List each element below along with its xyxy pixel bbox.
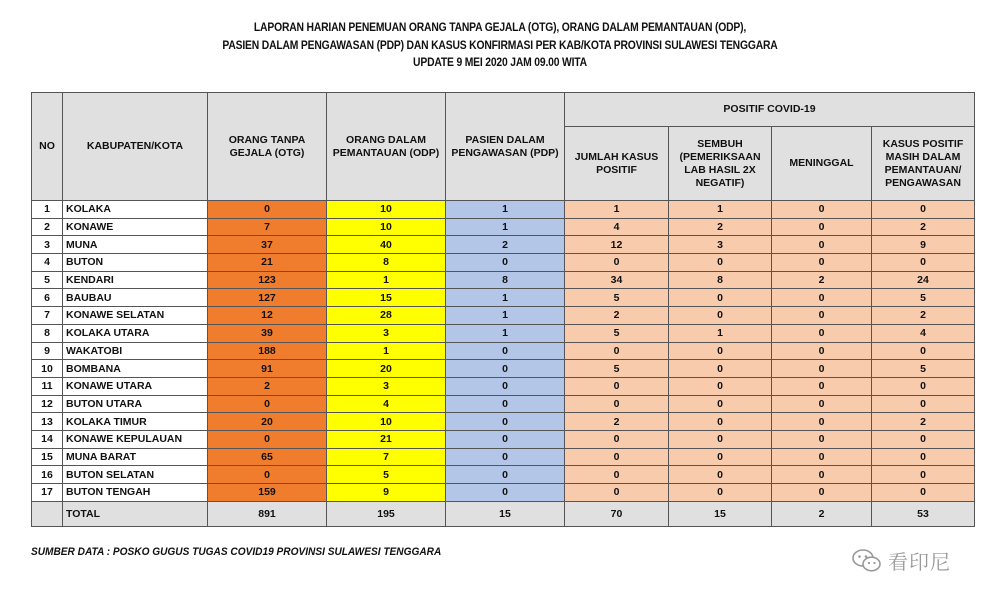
cell-otg: 0: [208, 395, 327, 413]
cell-no: 8: [32, 324, 63, 342]
cell-otg: 37: [208, 236, 327, 254]
cell-meninggal: 0: [772, 307, 872, 325]
header-meninggal: MENINGGAL: [772, 127, 872, 201]
cell-no: 14: [32, 430, 63, 448]
total-row: [32, 501, 975, 526]
cell-sembuh: 0: [669, 448, 772, 466]
cell-sembuh: 0: [669, 342, 772, 360]
cell-meninggal: 0: [772, 218, 872, 236]
cell-otg: 7: [208, 218, 327, 236]
cell-meninggal: 0: [772, 466, 872, 484]
cell-sembuh: 0: [669, 430, 772, 448]
table-row: [32, 289, 975, 307]
cell-masih-dipantau: 2: [872, 307, 975, 325]
cell-pdp: 1: [446, 201, 565, 219]
cell-sembuh: 0: [669, 254, 772, 272]
cell-pdp: 0: [446, 466, 565, 484]
cell-pdp: 0: [446, 448, 565, 466]
cell-masih-dipantau: 0: [872, 448, 975, 466]
cell-no: 1: [32, 201, 63, 219]
header-positif-group: POSITIF COVID-19: [565, 93, 975, 127]
total-pdp: 15: [446, 501, 565, 526]
cell-jumlah-positif: 1: [565, 201, 669, 219]
table-row: [32, 484, 975, 502]
cell-kabupaten: BOMBANA: [63, 360, 208, 378]
cell-odp: 21: [327, 430, 446, 448]
table-row: [32, 201, 975, 219]
cell-masih-dipantau: 9: [872, 236, 975, 254]
cell-sembuh: 2: [669, 218, 772, 236]
cell-pdp: 1: [446, 289, 565, 307]
cell-otg: 91: [208, 360, 327, 378]
cell-no: 10: [32, 360, 63, 378]
cell-meninggal: 2: [772, 271, 872, 289]
cell-meninggal: 0: [772, 484, 872, 502]
cell-masih-dipantau: 2: [872, 218, 975, 236]
cell-sembuh: 8: [669, 271, 772, 289]
cell-odp: 40: [327, 236, 446, 254]
table-row: [32, 254, 975, 272]
cell-jumlah-positif: 0: [565, 395, 669, 413]
data-source-note: SUMBER DATA : POSKO GUGUS TUGAS COVID19 PROVINSI SULAWESI TENGGARA: [31, 546, 442, 558]
cell-otg: 0: [208, 430, 327, 448]
cell-kabupaten: KENDARI: [63, 271, 208, 289]
cell-no: 11: [32, 377, 63, 395]
header-masih: KASUS POSITIF MASIH DALAM PEMANTAUAN/ PENGAWASAN: [872, 127, 975, 201]
total-odp: 195: [327, 501, 446, 526]
cell-jumlah-positif: 0: [565, 254, 669, 272]
header-odp: ORANG DALAM PEMANTAUAN (ODP): [327, 93, 446, 201]
cell-odp: 10: [327, 218, 446, 236]
cell-no: 7: [32, 307, 63, 325]
table-row: [32, 377, 975, 395]
cell-sembuh: 0: [669, 289, 772, 307]
cell-pdp: 0: [446, 360, 565, 378]
cell-no: 16: [32, 466, 63, 484]
cell-kabupaten: KONAWE KEPULAUAN: [63, 430, 208, 448]
cell-meninggal: 0: [772, 448, 872, 466]
cell-meninggal: 0: [772, 236, 872, 254]
cell-kabupaten: KOLAKA: [63, 201, 208, 219]
report-update-line: UPDATE 9 MEI 2020 JAM 09.00 WITA: [413, 57, 587, 69]
cell-masih-dipantau: 0: [872, 201, 975, 219]
cell-otg: 65: [208, 448, 327, 466]
cell-pdp: 8: [446, 271, 565, 289]
cell-kabupaten: WAKATOBI: [63, 342, 208, 360]
header-otg: ORANG TANPA GEJALA (OTG): [208, 93, 327, 201]
cell-kabupaten: KOLAKA TIMUR: [63, 413, 208, 431]
cell-kabupaten: BAUBAU: [63, 289, 208, 307]
table-body: [32, 201, 975, 527]
cell-masih-dipantau: 0: [872, 430, 975, 448]
total-otg: 891: [208, 501, 327, 526]
table-row: [32, 413, 975, 431]
cell-pdp: 0: [446, 430, 565, 448]
cell-masih-dipantau: 0: [872, 466, 975, 484]
cell-meninggal: 0: [772, 360, 872, 378]
table-row: [32, 395, 975, 413]
cell-pdp: 1: [446, 218, 565, 236]
table-row: [32, 360, 975, 378]
cell-jumlah-positif: 0: [565, 430, 669, 448]
cell-meninggal: 0: [772, 324, 872, 342]
cell-jumlah-positif: 34: [565, 271, 669, 289]
total-label: TOTAL: [63, 501, 208, 526]
cell-otg: 159: [208, 484, 327, 502]
cell-odp: 15: [327, 289, 446, 307]
cell-otg: 12: [208, 307, 327, 325]
total-no-cell: [32, 501, 63, 526]
cell-sembuh: 0: [669, 307, 772, 325]
cell-meninggal: 0: [772, 377, 872, 395]
cell-sembuh: 0: [669, 466, 772, 484]
cell-no: 4: [32, 254, 63, 272]
table-row: [32, 466, 975, 484]
cell-odp: 9: [327, 484, 446, 502]
total-meninggal: 2: [772, 501, 872, 526]
cell-meninggal: 0: [772, 254, 872, 272]
cell-pdp: 0: [446, 484, 565, 502]
watermark-text: 看印尼: [888, 550, 951, 574]
cell-jumlah-positif: 2: [565, 413, 669, 431]
cell-masih-dipantau: 0: [872, 377, 975, 395]
cell-jumlah-positif: 5: [565, 324, 669, 342]
cell-masih-dipantau: 0: [872, 254, 975, 272]
cell-kabupaten: BUTON SELATAN: [63, 466, 208, 484]
cell-odp: 3: [327, 377, 446, 395]
cell-masih-dipantau: 0: [872, 484, 975, 502]
cell-masih-dipantau: 4: [872, 324, 975, 342]
wechat-icon: [852, 548, 882, 574]
cell-pdp: 0: [446, 395, 565, 413]
total-sembuh: 15: [669, 501, 772, 526]
cell-meninggal: 0: [772, 342, 872, 360]
report-title: [50, 20, 950, 73]
cell-odp: 8: [327, 254, 446, 272]
cell-meninggal: 0: [772, 395, 872, 413]
cell-sembuh: 0: [669, 377, 772, 395]
report-title-line-2: PASIEN DALAM PENGAWASAN (PDP) DAN KASUS KONFIRMASI PER KAB/KOTA PROVINSI SULAWESI TENGGARA: [222, 39, 778, 52]
header-no: NO: [32, 93, 63, 201]
cell-no: 13: [32, 413, 63, 431]
cell-sembuh: 0: [669, 413, 772, 431]
cell-masih-dipantau: 0: [872, 342, 975, 360]
cell-kabupaten: BUTON UTARA: [63, 395, 208, 413]
report-title-line-1: LAPORAN HARIAN PENEMUAN ORANG TANPA GEJALA (OTG), ORANG DALAM PEMANTAUAN (ODP),: [253, 22, 747, 34]
cell-otg: 0: [208, 201, 327, 219]
table-row: [32, 448, 975, 466]
table-row: [32, 307, 975, 325]
cell-no: 6: [32, 289, 63, 307]
covid-data-table: [31, 92, 975, 527]
cell-no: 2: [32, 218, 63, 236]
cell-sembuh: 1: [669, 201, 772, 219]
cell-jumlah-positif: 0: [565, 466, 669, 484]
cell-odp: 4: [327, 395, 446, 413]
cell-meninggal: 0: [772, 430, 872, 448]
cell-jumlah-positif: 0: [565, 448, 669, 466]
cell-kabupaten: MUNA BARAT: [63, 448, 208, 466]
table-row: [32, 430, 975, 448]
header-kabupaten: KABUPATEN/KOTA: [63, 93, 208, 201]
cell-jumlah-positif: 0: [565, 342, 669, 360]
cell-sembuh: 0: [669, 395, 772, 413]
cell-jumlah-positif: 5: [565, 289, 669, 307]
cell-odp: 10: [327, 413, 446, 431]
cell-pdp: 1: [446, 324, 565, 342]
cell-pdp: 0: [446, 342, 565, 360]
cell-otg: 123: [208, 271, 327, 289]
cell-odp: 20: [327, 360, 446, 378]
cell-jumlah-positif: 12: [565, 236, 669, 254]
cell-jumlah-positif: 4: [565, 218, 669, 236]
cell-kabupaten: MUNA: [63, 236, 208, 254]
cell-otg: 0: [208, 466, 327, 484]
cell-masih-dipantau: 5: [872, 289, 975, 307]
cell-jumlah-positif: 5: [565, 360, 669, 378]
cell-odp: 10: [327, 201, 446, 219]
cell-jumlah-positif: 0: [565, 377, 669, 395]
table-row: [32, 236, 975, 254]
cell-no: 3: [32, 236, 63, 254]
cell-otg: 39: [208, 324, 327, 342]
cell-odp: 7: [327, 448, 446, 466]
header-jumlah: JUMLAH KASUS POSITIF: [565, 127, 669, 201]
table-row: [32, 342, 975, 360]
cell-pdp: 2: [446, 236, 565, 254]
cell-otg: 20: [208, 413, 327, 431]
cell-jumlah-positif: 0: [565, 484, 669, 502]
cell-sembuh: 1: [669, 324, 772, 342]
cell-kabupaten: KONAWE: [63, 218, 208, 236]
cell-no: 5: [32, 271, 63, 289]
total-jumlah-positif: 70: [565, 501, 669, 526]
cell-kabupaten: KOLAKA UTARA: [63, 324, 208, 342]
cell-meninggal: 0: [772, 201, 872, 219]
cell-kabupaten: KONAWE SELATAN: [63, 307, 208, 325]
cell-odp: 5: [327, 466, 446, 484]
cell-otg: 127: [208, 289, 327, 307]
cell-odp: 1: [327, 271, 446, 289]
header-pdp: PASIEN DALAM PENGAWASAN (PDP): [446, 93, 565, 201]
cell-otg: 2: [208, 377, 327, 395]
cell-pdp: 0: [446, 254, 565, 272]
cell-kabupaten: KONAWE UTARA: [63, 377, 208, 395]
cell-jumlah-positif: 2: [565, 307, 669, 325]
table-row: [32, 218, 975, 236]
cell-no: 17: [32, 484, 63, 502]
cell-otg: 21: [208, 254, 327, 272]
table-row: [32, 271, 975, 289]
total-masih-dipantau: 53: [872, 501, 975, 526]
cell-odp: 3: [327, 324, 446, 342]
cell-odp: 1: [327, 342, 446, 360]
cell-masih-dipantau: 0: [872, 395, 975, 413]
cell-otg: 188: [208, 342, 327, 360]
cell-masih-dipantau: 5: [872, 360, 975, 378]
cell-pdp: 0: [446, 413, 565, 431]
cell-odp: 28: [327, 307, 446, 325]
table-row: [32, 324, 975, 342]
cell-sembuh: 3: [669, 236, 772, 254]
cell-meninggal: 0: [772, 413, 872, 431]
cell-no: 15: [32, 448, 63, 466]
cell-masih-dipantau: 24: [872, 271, 975, 289]
cell-sembuh: 0: [669, 484, 772, 502]
cell-meninggal: 0: [772, 289, 872, 307]
cell-sembuh: 0: [669, 360, 772, 378]
watermark: [852, 546, 951, 575]
cell-no: 9: [32, 342, 63, 360]
cell-kabupaten: BUTON TENGAH: [63, 484, 208, 502]
cell-pdp: 1: [446, 307, 565, 325]
cell-no: 12: [32, 395, 63, 413]
cell-pdp: 0: [446, 377, 565, 395]
cell-masih-dipantau: 2: [872, 413, 975, 431]
header-sembuh: SEMBUH (PEMERIKSAAN LAB HASIL 2X NEGATIF): [669, 127, 772, 201]
cell-kabupaten: BUTON: [63, 254, 208, 272]
